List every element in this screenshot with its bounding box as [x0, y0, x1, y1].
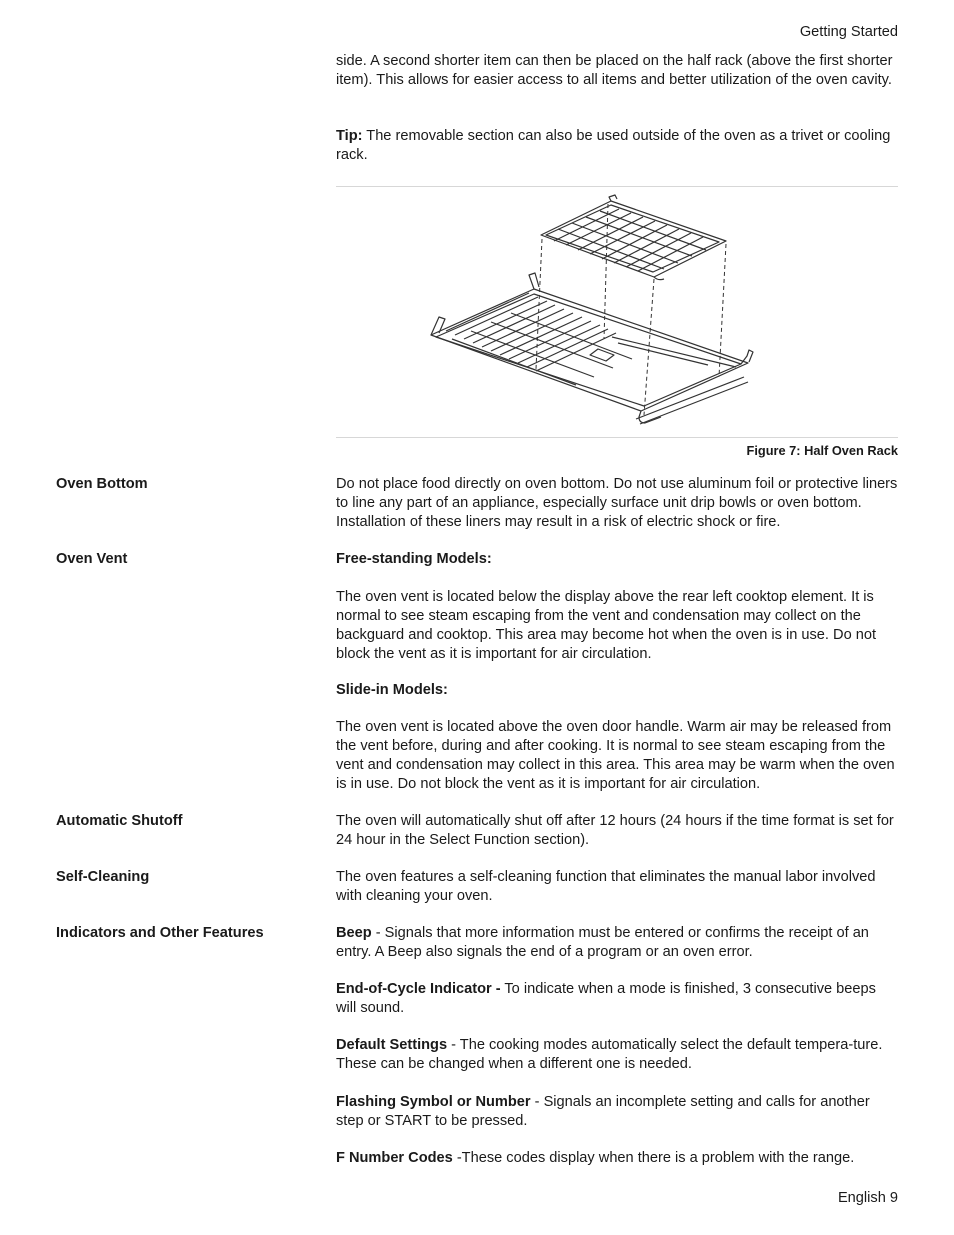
automatic-shutoff-text: The oven will automatically shut off after 12 hours (24 hours if the time format is set for 24 hour in the Select Function section).: [336, 813, 894, 848]
figure-caption: Figure 7: Half Oven Rack: [746, 443, 898, 458]
heading-indicators: Indicators and Other Features: [56, 925, 264, 941]
slidein-models-label: Slide-in Models:: [336, 682, 448, 698]
indicator-item: [336, 1093, 900, 1131]
half-rack-section: [541, 195, 726, 280]
freestanding-models-label: Free-standing Models:: [336, 551, 492, 567]
page-number: English 9: [837, 1190, 898, 1206]
indicator-item: [336, 980, 900, 1018]
indicator-item: [336, 924, 900, 962]
figure-top-rule: [336, 186, 898, 187]
indicator-term: Flashing Symbol or Number: [336, 1094, 531, 1110]
full-rack: [431, 273, 753, 424]
indicator-desc: - Signals an incomplete setting and calls for another step or START to be pressed.: [336, 1094, 870, 1129]
indicator-desc: - Signals that more information must be entered or confirms the receipt of an entry. A Beep also signals the end of a program or an oven error.: [336, 925, 869, 960]
tip-paragraph: [336, 127, 900, 165]
tip-label: Tip:: [336, 128, 363, 144]
heading-oven-vent: Oven Vent: [56, 551, 128, 567]
figure-bottom-rule: [336, 437, 898, 438]
indicator-term: Default Settings: [336, 1037, 448, 1053]
indicator-item: [336, 1149, 900, 1168]
indicator-term: F Number Codes: [336, 1150, 453, 1166]
indicator-term: Beep: [336, 925, 372, 941]
tip-text: The removable section can also be used outside of the oven as a trivet or cooling rack.: [336, 128, 891, 163]
self-cleaning-text: The oven features a self-cleaning function that eliminates the manual labor involved with cleaning your oven.: [336, 869, 876, 904]
heading-self-cleaning: Self-Cleaning: [56, 869, 150, 885]
indicator-item: [336, 1036, 900, 1074]
indicator-desc: -These codes display when there is a problem with the range.: [452, 1150, 855, 1166]
indicator-desc: - The cooking modes automatically select the default tempera-ture. These can be changed when a different one is needed.: [336, 1037, 883, 1072]
indicator-desc: To indicate when a mode is finished, 3 consecutive beeps will sound.: [336, 981, 876, 1016]
freestanding-models-text: The oven vent is located below the display above the rear left cooktop element. It is normal to see steam escaping from the vent and condensation may collect on the backguard and cooktop. This area may become hot when the oven is in use. Do not block the vent as it is important for air circulation.: [336, 589, 877, 662]
heading-oven-bottom: Oven Bottom: [56, 476, 148, 492]
indicator-term: End-of-Cycle Indicator -: [336, 981, 501, 997]
intro-continuation: side. A second shorter item can then be placed on the half rack (above the first shorter item). This allows for easier access to all items and better utilization of the oven cavity.: [336, 53, 893, 88]
half-oven-rack-illustration: [336, 189, 898, 435]
running-header: Getting Started: [799, 24, 898, 40]
slidein-models-text: The oven vent is located above the oven door handle. Warm air may be released from the vent before, during and after cooking. It is normal to see steam escaping from the vent and condensation may collect in this area. This area may be warm when the oven is in use. Do not block the vent as it is important for air circulation.: [336, 719, 895, 792]
oven-bottom-text: Do not place food directly on oven bottom. Do not use aluminum foil or protective liners to line any part of an appliance, especially surface unit drip bowls or oven bottom. Installation of these liners may result in a risk of electric shock or fire.: [336, 476, 898, 530]
heading-automatic-shutoff: Automatic Shutoff: [56, 813, 183, 829]
